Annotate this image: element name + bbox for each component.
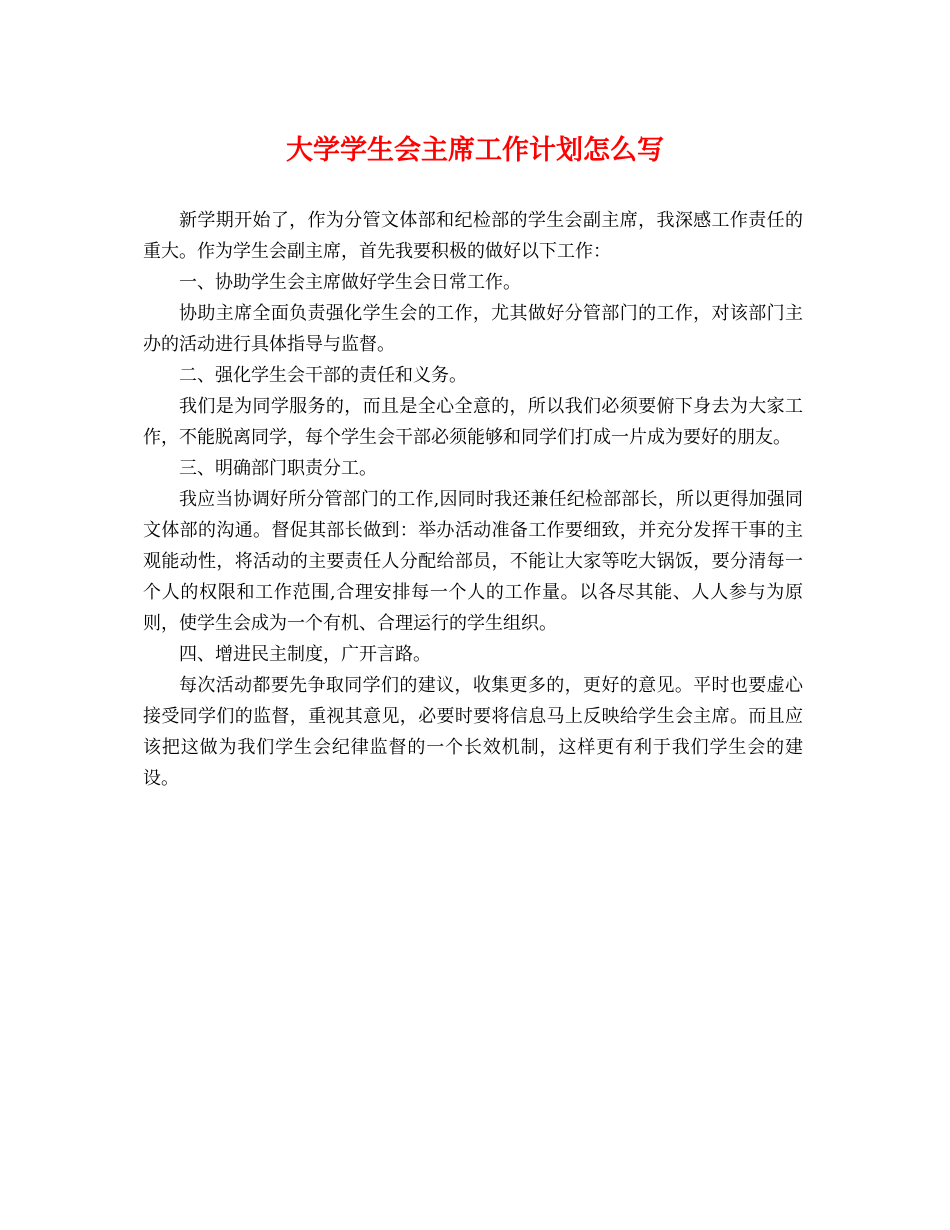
paragraph-section-2: 我们是为同学服务的，而且是全心全意的，所以我们必须要俯下身去为大家工作，不能脱离同学，每个学生会干部必须能够和同学们打成一片成为要好的朋友。 bbox=[143, 396, 803, 448]
document-body bbox=[143, 205, 803, 794]
section-heading-4: 四、增进民主制度，广开言路。 bbox=[179, 644, 431, 665]
section-heading-1: 一、协助学生会主席做好学生会日常工作。 bbox=[179, 272, 521, 293]
section-heading-2: 二、强化学生会干部的责任和义务。 bbox=[179, 365, 467, 386]
document-title: 大学学生会主席工作计划怎么写 bbox=[286, 135, 664, 166]
paragraph-section-3: 我应当协调好所分管部门的工作,因同时我还兼任纪检部部长，所以更得加强同文体部的沟通。督促其部长做到：举办活动准备工作要细致，并充分发挥干事的主观能动性，将活动的主要责任人分配给部员，不能让大家等吃大锅饭，要分清每一个人的权限和工作范围,合理安排每一个人的工作量。以各尽其能、人人参与为原则，使学生会成为一个有机、合理运行的学生组织。 bbox=[143, 489, 803, 634]
paragraph-section-1: 协助主席全面负责强化学生会的工作，尤其做好分管部门的工作，对该部门主办的活动进行具体指导与监督。 bbox=[143, 303, 803, 355]
section-heading-3: 三、明确部门职责分工。 bbox=[179, 458, 377, 479]
paragraph-intro: 新学期开始了，作为分管文体部和纪检部的学生会副主席，我深感工作责任的重大。作为学生会副主席，首先我要积极的做好以下工作： bbox=[143, 210, 803, 262]
paragraph-section-4: 每次活动都要先争取同学们的建议，收集更多的，更好的意见。平时也要虚心接受同学们的监督，重视其意见，必要时要将信息马上反映给学生会主席。而且应该把这做为我们学生会纪律监督的一个长效机制，这样更有利于我们学生会的建设。 bbox=[143, 675, 803, 789]
